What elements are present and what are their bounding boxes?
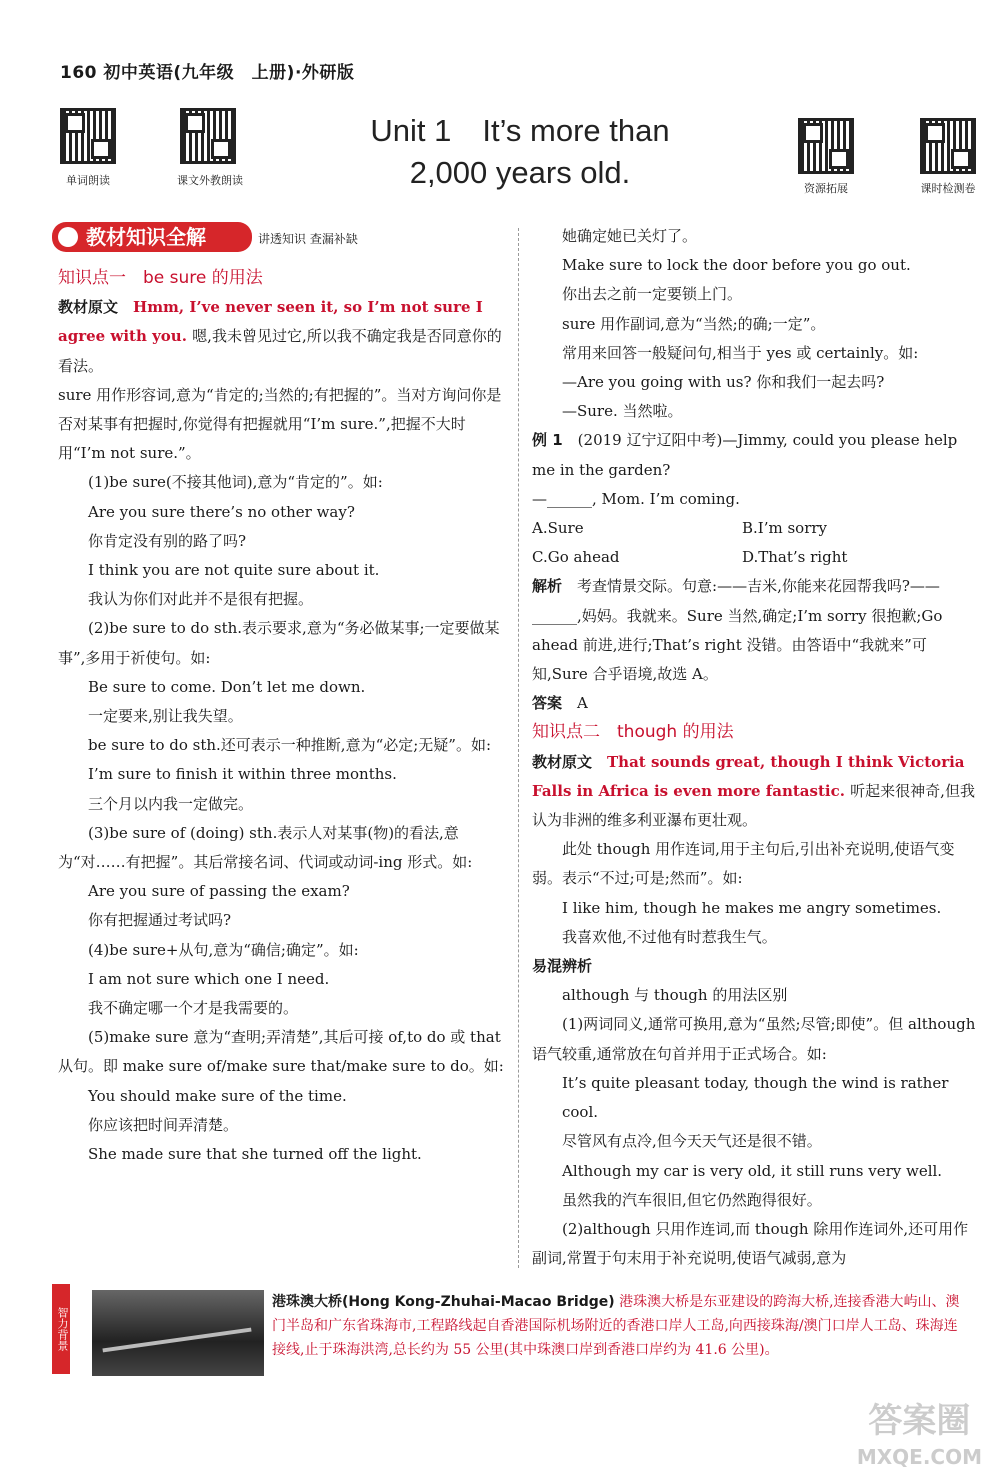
knowledge-point-heading: 知识点一 be sure 的用法 <box>58 268 263 288</box>
text-line: 你肯定没有别的路了吗? <box>88 531 247 550</box>
footer-title: 港珠澳大桥(Hong Kong-Zhuhai-Macao Bridge) <box>272 1294 615 1310</box>
example-text: A <box>577 694 588 713</box>
option: B.I’m sorry <box>742 519 828 538</box>
option: C.Go ahead <box>532 548 620 567</box>
text-line: 虽然我的汽车很旧,但它仍然跑得很好。 <box>562 1190 822 1209</box>
text-line: It’s quite pleasant today, though the wind is rather cool. <box>562 1073 949 1122</box>
text-line: Be sure to come. Don’t let me down. <box>88 677 366 696</box>
paragraph: be sure to do sth.还可表示一种推断,意为“必定;无疑”。如: <box>58 736 492 755</box>
text-line: (1)be sure(不接其他词),意为“肯定的”。如: <box>88 473 383 492</box>
right-column <box>532 222 980 1273</box>
text-line: I like him, though he makes me angry sometimes. <box>562 898 942 917</box>
qr-label: 资源拓展 <box>804 182 848 195</box>
text-line: She made sure that she turned off the light. <box>88 1145 422 1164</box>
option: A.Sure <box>532 519 584 538</box>
example-block <box>532 426 980 484</box>
textbook-original <box>532 748 980 836</box>
option: D.That’s right <box>742 548 848 567</box>
watermark-line1: 答案圈 <box>868 1401 971 1441</box>
text-line: I am not sure which one I need. <box>88 969 330 988</box>
paragraph: (1)两词同义,通常可换用,意为“虽然;尽管;即使”。但 although 语气较重,通常放在句首并用于正式场合。如: <box>532 1015 976 1063</box>
text-line: 常用来回答一般疑问句,相当于 yes 或 certainly。如: <box>562 343 919 362</box>
text-line: You should make sure of the time. <box>88 1086 347 1105</box>
section-label: 易混辨析 <box>532 957 593 976</box>
text-line: —Are you going with us? 你和我们一起去吗? <box>562 373 885 392</box>
bridge-photo <box>92 1290 264 1376</box>
paragraph: —______, Mom. I’m coming. <box>532 489 740 508</box>
text-line: although 与 though 的用法区别 <box>562 986 788 1005</box>
original-translation: 听起来很神奇,但我认为非洲的维多利亚瀑布更壮观。 <box>532 781 975 830</box>
banner-subtitle: 讲透知识 查漏补缺 <box>258 232 358 246</box>
unit-title-line1: Unit 1 It’s more than <box>370 113 670 148</box>
unit-title-line2: 2,000 years old. <box>409 155 631 190</box>
page-header: 160 初中英语(九年级 上册)·外研版 <box>60 63 355 83</box>
qr-code-icon[interactable] <box>180 108 236 164</box>
text-line: 尽管风有点冷,但今天天气还是很不错。 <box>562 1132 822 1151</box>
example-text: (2019 辽宁辽阳中考)—Jimmy, could you please help me in the garden? <box>532 431 958 479</box>
left-column <box>58 264 504 1169</box>
paragraph: (2)although 只用作连词,而 though 除用作连词外,还可用作副词,常置于句末用于补充说明,使语气减弱,意为 <box>532 1219 969 1268</box>
qr-label: 课时检测卷 <box>920 182 976 195</box>
text-line: Are you sure there’s no other way? <box>88 502 355 521</box>
paragraph: (3)be sure of (doing) sth.表示人对某事(物)的看法,意为“对……有把握”。其后常接名词、代词或动词-ing 形式。如: <box>58 823 473 872</box>
text-line: 你有把握通过考试吗? <box>88 911 232 930</box>
example-label: 解析 <box>532 577 578 596</box>
qr-code-icon[interactable] <box>920 118 976 174</box>
example-label: 例 1 <box>532 431 578 450</box>
text-line: —Sure. 当然啦。 <box>562 402 683 421</box>
qr-label: 单词朗读 <box>66 174 110 187</box>
text-line: 我不确定哪一个才是我需要的。 <box>88 999 299 1018</box>
example-text: 考查情景交际。句意:——吉米,你能来花园帮我吗?——______,妈妈。我就来。Sure 当然,确定;I’m sorry 很抱歉;Go ahead 前进,进行;That’s right 没错。由答语中“我就来”可知,Sure 合乎语境,故选 A。 <box>532 577 943 684</box>
original-label: 教材原文 <box>532 752 608 771</box>
paragraph: 此处 though 用作连词,用于主句后,引出补充说明,使语气变弱。表示“不过;可是;然而”。如: <box>532 840 955 888</box>
text-line: I think you are not quite sure about it. <box>88 561 380 580</box>
paragraph: (2)be sure to do sth.表示要求,意为“务必做某事;一定要做某事”,多用于祈使句。如: <box>58 619 500 667</box>
paragraph: sure 用作形容词,意为“肯定的;当然的;有把握的”。当对方询问你是否对某事有把握时,你觉得有把握就用“I’m sure.”,把握不大时用“I’m not sure.”。 <box>58 385 502 463</box>
section-banner <box>52 222 252 252</box>
text-line: 一定要来,别让我失望。 <box>88 707 243 726</box>
footer-text <box>272 1290 962 1362</box>
knowledge-point-heading: 知识点二 though 的用法 <box>532 722 734 743</box>
original-sentence: That sounds great, though I think Victoria Falls in Africa is even more fantastic. <box>532 752 965 800</box>
unit-title <box>340 110 700 194</box>
text-line: I’m sure to finish it within three months. <box>88 765 397 784</box>
text-line: 我喜欢他,不过他有时惹我生气。 <box>562 927 777 946</box>
example-block <box>532 572 980 689</box>
original-sentence: Hmm, I’ve never seen it, so I’m not sure I agree with you. <box>58 298 483 346</box>
footer-box <box>52 1282 962 1382</box>
watermark-logo <box>857 1403 982 1475</box>
banner-icon <box>58 227 78 247</box>
text-line: 你应该把时间弄清楚。 <box>88 1115 239 1134</box>
text-line: (4)be sure+从句,意为“确信;确定”。如: <box>88 940 359 959</box>
qr-code-icon[interactable] <box>60 108 116 164</box>
answer-options <box>532 514 980 543</box>
text-line: 我认为你们对此并不是很有把握。 <box>88 590 314 609</box>
paragraph: (5)make sure 意为“查明;弄清楚”,其后可接 of,to do 或 that 从句。即 make sure of/make sure that/make sure to do。如: <box>58 1028 504 1076</box>
textbook-original <box>58 293 504 381</box>
footer-description: 港珠澳大桥是东亚建设的跨海大桥,连接香港大屿山、澳门半岛和广东省珠海市,工程路线起自香港国际机场附近的香港口岸人工岛,向西接珠海/澳门口岸人工岛、珠海连接线,止于珠海洪湾,总长约为 55 公里(其中珠澳口岸到香港口岸约为 41.6 公里)。 <box>272 1294 960 1358</box>
text-line: 你出去之前一定要锁上门。 <box>562 285 743 304</box>
example-block <box>532 689 980 718</box>
original-label: 教材原文 <box>58 298 134 317</box>
watermark-line2: MXQE.COM <box>856 1445 982 1469</box>
original-translation: 嗯,我未曾见过它,所以我不确定我是否同意你的看法。 <box>58 327 502 375</box>
text-line: Are you sure of passing the exam? <box>88 882 350 901</box>
example-label: 答案 <box>532 694 578 713</box>
text-line: sure 用作副词,意为“当然;的确;一定”。 <box>562 314 826 333</box>
banner-label: 教材知识全解 <box>86 225 206 249</box>
column-divider <box>518 228 519 1268</box>
text-line: Make sure to lock the door before you go out. <box>562 256 911 275</box>
qr-label: 课文外教朗读 <box>177 174 243 187</box>
text-line: 三个月以内我一定做完。 <box>88 794 254 813</box>
text-line: 她确定她已关灯了。 <box>562 227 698 245</box>
answer-options <box>532 543 980 572</box>
text-line: Although my car is very old, it still runs very well. <box>562 1161 943 1180</box>
footer-tag: 智力背景 <box>52 1284 70 1374</box>
qr-code-icon[interactable] <box>798 118 854 174</box>
